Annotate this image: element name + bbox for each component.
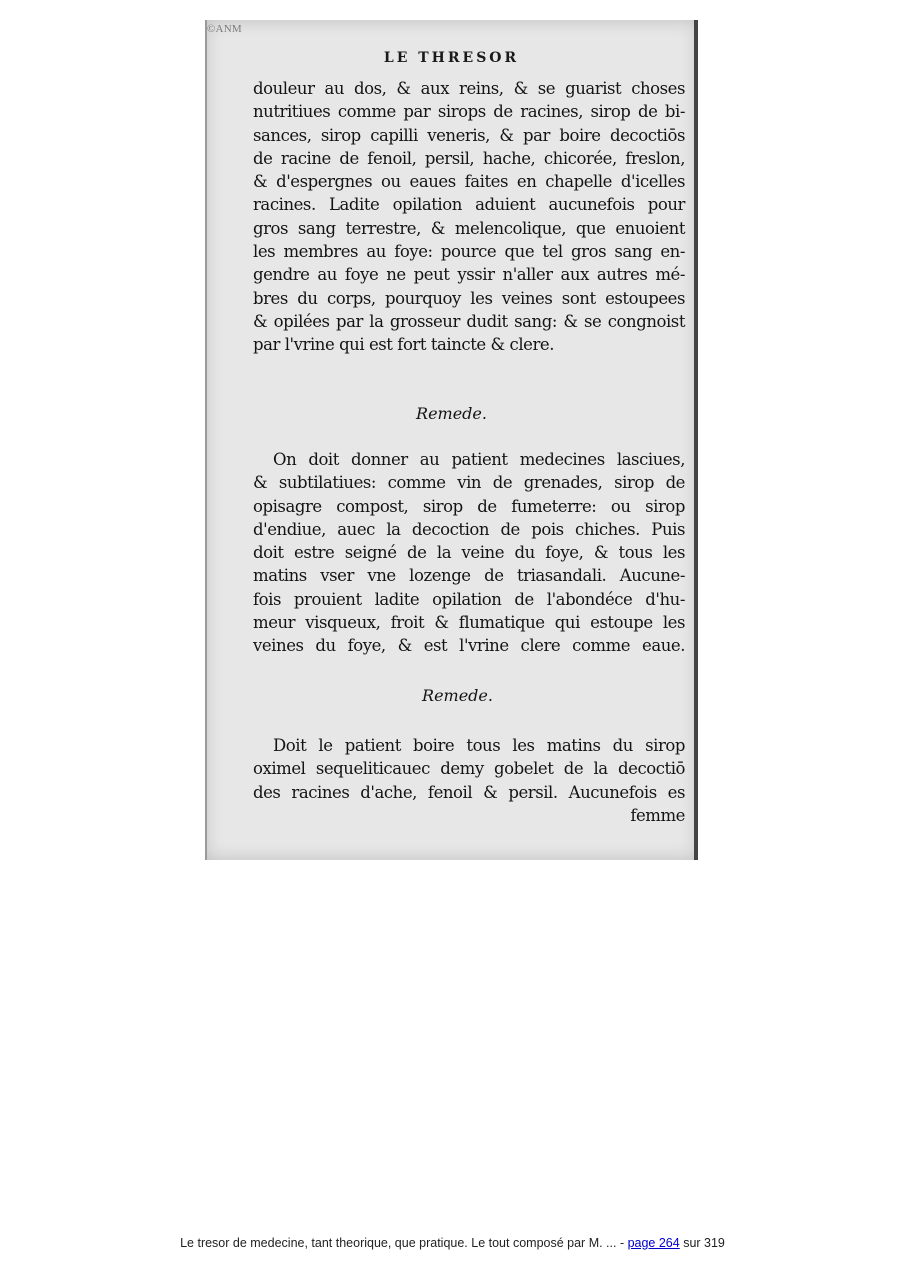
- text-line: Doit le patient boire tous les matins du sirop: [273, 736, 685, 755]
- catchword: femme: [630, 805, 685, 825]
- text-line: de racine de fenoil, persil, hache, chicorée, freslon,: [253, 148, 685, 168]
- text-line: & opilées par la grosseur dudit sang: & se congnoist: [253, 311, 685, 331]
- paragraph-3: [253, 734, 685, 827]
- text-line: gros sang terrestre, & melencolique, que enuoient: [253, 218, 685, 238]
- paragraph-1: [253, 77, 685, 357]
- text-line: veines du foye, & est l'vrine clere comme eaue.: [253, 636, 685, 656]
- footer-caption: [0, 1236, 905, 1250]
- footer-page-count: sur 319: [679, 1236, 725, 1250]
- text-line: opisagre compost, sirop de fumeterre: ou sirop: [253, 496, 685, 516]
- text-line: les membres au foye: pource que tel gros sang en-: [253, 242, 685, 262]
- text-line: nutritiues comme par sirops de racines, sirop de bi-: [253, 102, 685, 122]
- text-line: fois prouient ladite opilation de l'abondéce d'hu-: [253, 589, 685, 609]
- text-line: doit estre seigné de la veine du foye, & tous les: [253, 543, 685, 563]
- text-line: & subtilatiues: comme vin de grenades, sirop de: [253, 473, 685, 493]
- heading-remede-2: Remede.: [422, 686, 493, 705]
- text-line: oximel sequeliticauec demy gobelet de la decoctiō: [253, 759, 685, 779]
- text-line: & d'espergnes ou eaues faites en chapelle d'icelles: [253, 172, 685, 192]
- text-line: gendre au foye ne peut yssir n'aller aux autres mé-: [253, 265, 685, 285]
- text-line: par l'vrine qui est fort taincte & clere.: [253, 335, 555, 355]
- text-line: bres du corps, pourquoy les veines sont estoupees: [253, 288, 685, 308]
- page-left-edge: [205, 20, 207, 860]
- scanned-page: [205, 20, 698, 860]
- text-line: racines. Ladite opilation aduient aucunefois pour: [253, 195, 685, 215]
- page-link[interactable]: page 264: [627, 1236, 680, 1250]
- page-binding-shadow: [694, 20, 698, 860]
- text-line: matins vser vne lozenge de triasandali. Aucune-: [253, 566, 685, 586]
- footer-title: Le tresor de medecine, tant theorique, que pratique. Le tout composé par M. ... -: [180, 1236, 628, 1250]
- text-line: sances, sirop capilli veneris, & par boire decoctiōs: [253, 125, 685, 145]
- text-line: d'endiue, auec la decoction de pois chiches. Puis: [253, 519, 685, 539]
- text-line: douleur au dos, & aux reins, & se guarist choses: [253, 79, 685, 98]
- watermark: ©ANM: [207, 23, 242, 35]
- running-head: LE THRESOR: [383, 50, 520, 66]
- heading-remede-1: Remede.: [416, 404, 487, 423]
- text-line: meur visqueux, froit & flumatique qui estoupe les: [253, 613, 685, 633]
- text-line: On doit donner au patient medecines lasciues,: [273, 450, 685, 469]
- paragraph-2: [253, 448, 685, 658]
- text-line: des racines d'ache, fenoil & persil. Aucunefois es: [253, 782, 685, 802]
